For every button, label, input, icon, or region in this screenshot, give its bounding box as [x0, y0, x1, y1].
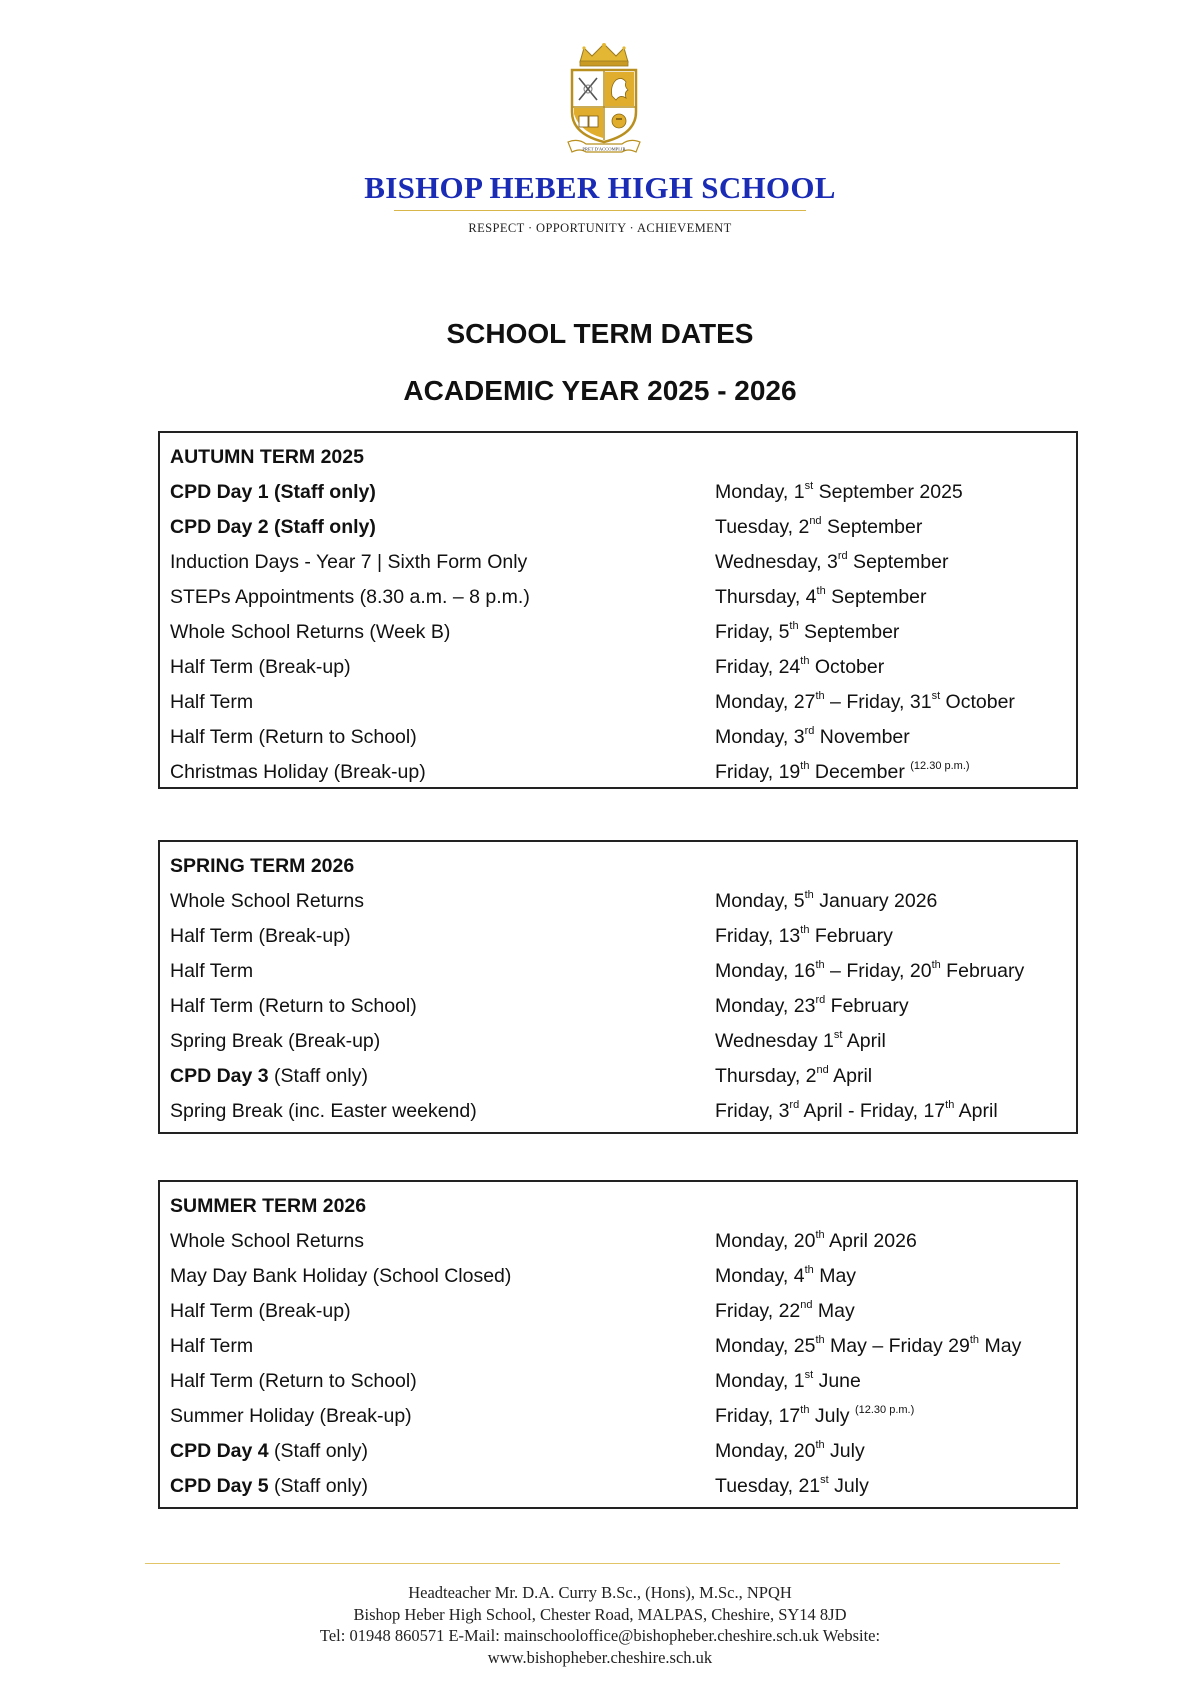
event-label: Spring Break (Break-up) — [170, 1030, 381, 1052]
event-label: Half Term (Break-up) — [170, 656, 351, 678]
event-label: Summer Holiday (Break-up) — [170, 1405, 412, 1427]
table-row — [170, 620, 1066, 655]
event-label: CPD Day 2 (Staff only) — [170, 516, 376, 538]
table-row — [170, 515, 1066, 550]
table-row — [170, 1474, 1066, 1509]
event-date: Friday, 5th September — [715, 620, 900, 643]
event-date: Monday, 1st September 2025 — [715, 480, 963, 503]
event-date: Wednesday, 3rd September — [715, 550, 949, 573]
event-date: Monday, 3rd November — [715, 725, 910, 748]
table-row — [170, 924, 1066, 959]
footer-headteacher: Headteacher Mr. D.A. Curry B.Sc., (Hons), M.Sc., NPQH — [408, 1583, 792, 1602]
event-date: Tuesday, 21st July — [715, 1474, 869, 1497]
event-label: Half Term — [170, 1335, 254, 1357]
event-label: CPD Day 1 (Staff only) — [170, 481, 376, 503]
table-row — [170, 550, 1066, 585]
event-date: Wednesday 1st April — [715, 1029, 886, 1052]
event-date: Monday, 23rd February — [715, 994, 909, 1017]
event-label: Half Term (Return to School) — [170, 1370, 417, 1392]
event-label: Half Term — [170, 960, 254, 982]
page-subtitle: ACADEMIC YEAR 2025 - 2026 — [403, 375, 797, 406]
table-row — [170, 1334, 1066, 1369]
table-row — [170, 1099, 1066, 1134]
event-date: Friday, 24th October — [715, 655, 885, 678]
event-label: Induction Days - Year 7 | Sixth Form Only — [170, 551, 528, 573]
event-date: Friday, 17th July $^{(12.30 p.m.)}$ — [715, 1404, 915, 1427]
table-row — [170, 1299, 1066, 1334]
table-row — [170, 1439, 1066, 1474]
crown-icon — [580, 43, 628, 66]
event-label: Whole School Returns — [170, 1230, 365, 1252]
event-date: Thursday, 4th September — [715, 585, 927, 608]
event-label: Half Term (Break-up) — [170, 925, 351, 947]
event-date: Tuesday, 2nd September — [715, 515, 923, 538]
table-row — [170, 1064, 1066, 1099]
event-date: Monday, 4th May — [715, 1264, 857, 1287]
table-row — [170, 1029, 1066, 1064]
event-label: CPD Day 4 (Staff only) — [170, 1440, 368, 1462]
footer-address: Bishop Heber High School, Chester Road, MALPAS, Cheshire, SY14 8JD — [353, 1604, 847, 1624]
event-date: Monday, 25th May – Friday 29th May — [715, 1334, 1022, 1357]
term-heading: AUTUMN TERM 2025 — [170, 446, 364, 468]
event-label: Christmas Holiday (Break-up) — [170, 761, 426, 783]
event-label: Half Term (Return to School) — [170, 995, 417, 1017]
event-date: Friday, 19th December $^{(12.30 p.m.)}$ — [715, 760, 970, 783]
event-date: Monday, 20th April 2026 — [715, 1229, 917, 1252]
event-date: Monday, 5th January 2026 — [715, 889, 938, 912]
autumn-term-table — [158, 431, 1078, 789]
event-label: Half Term (Return to School) — [170, 726, 417, 748]
event-label: CPD Day 3 (Staff only) — [170, 1065, 368, 1087]
table-row — [170, 725, 1066, 760]
table-row — [170, 1264, 1066, 1299]
school-motto: RESPECT · OPPORTUNITY · ACHIEVEMENT — [468, 221, 732, 235]
table-row — [170, 1229, 1066, 1264]
term-heading: SUMMER TERM 2026 — [170, 1195, 367, 1217]
event-label: Spring Break (inc. Easter weekend) — [170, 1100, 477, 1122]
event-date: Monday, 16th – Friday, 20th February — [715, 959, 1025, 982]
event-label: Half Term (Break-up) — [170, 1300, 351, 1322]
svg-text:PRET D'ACCOMPLIR: PRET D'ACCOMPLIR — [582, 146, 626, 152]
table-row — [170, 655, 1066, 690]
event-date: Friday, 3rd April - Friday, 17th April — [715, 1099, 998, 1122]
event-label: STEPs Appointments (8.30 a.m. – 8 p.m.) — [170, 586, 530, 608]
table-row — [170, 760, 1066, 795]
table-row — [170, 1404, 1066, 1439]
summer-term-table — [158, 1180, 1078, 1509]
event-label: May Day Bank Holiday (School Closed) — [170, 1265, 512, 1287]
page-title: SCHOOL TERM DATES — [446, 318, 754, 349]
event-label: CPD Day 5 (Staff only) — [170, 1475, 368, 1497]
event-label: Whole School Returns (Week B) — [170, 621, 451, 643]
event-date: Friday, 22nd May — [715, 1299, 855, 1322]
footer-divider — [145, 1563, 1060, 1564]
table-row — [170, 690, 1066, 725]
table-row — [170, 994, 1066, 1029]
footer-website: www.bishopheber.cheshire.sch.uk — [487, 1647, 713, 1667]
table-row — [170, 889, 1066, 924]
table-row — [170, 959, 1066, 994]
event-date: Monday, 27th – Friday, 31st October — [715, 690, 1015, 713]
school-name: BISHOP HEBER HIGH SCHOOL — [364, 170, 836, 205]
table-row — [170, 1369, 1066, 1404]
event-date: Monday, 1st June — [715, 1369, 861, 1392]
table-row — [170, 480, 1066, 515]
event-date: Thursday, 2nd April — [715, 1064, 873, 1087]
header-divider — [394, 210, 806, 211]
event-date: Friday, 13th February — [715, 924, 893, 947]
event-label: Whole School Returns — [170, 890, 365, 912]
event-label: Half Term — [170, 691, 254, 713]
school-crest-logo — [566, 42, 642, 154]
shield-icon — [572, 70, 636, 142]
table-row — [170, 585, 1066, 620]
spring-term-table — [158, 840, 1078, 1134]
footer-contact-line: Tel: 01948 860571 E-Mail: mainschooloffice@bishopheber.cheshire.sch.uk Website: — [319, 1626, 881, 1645]
term-heading: SPRING TERM 2026 — [170, 855, 355, 877]
footer-contact — [0, 1582, 1200, 1668]
event-date: Monday, 20th July — [715, 1439, 865, 1462]
